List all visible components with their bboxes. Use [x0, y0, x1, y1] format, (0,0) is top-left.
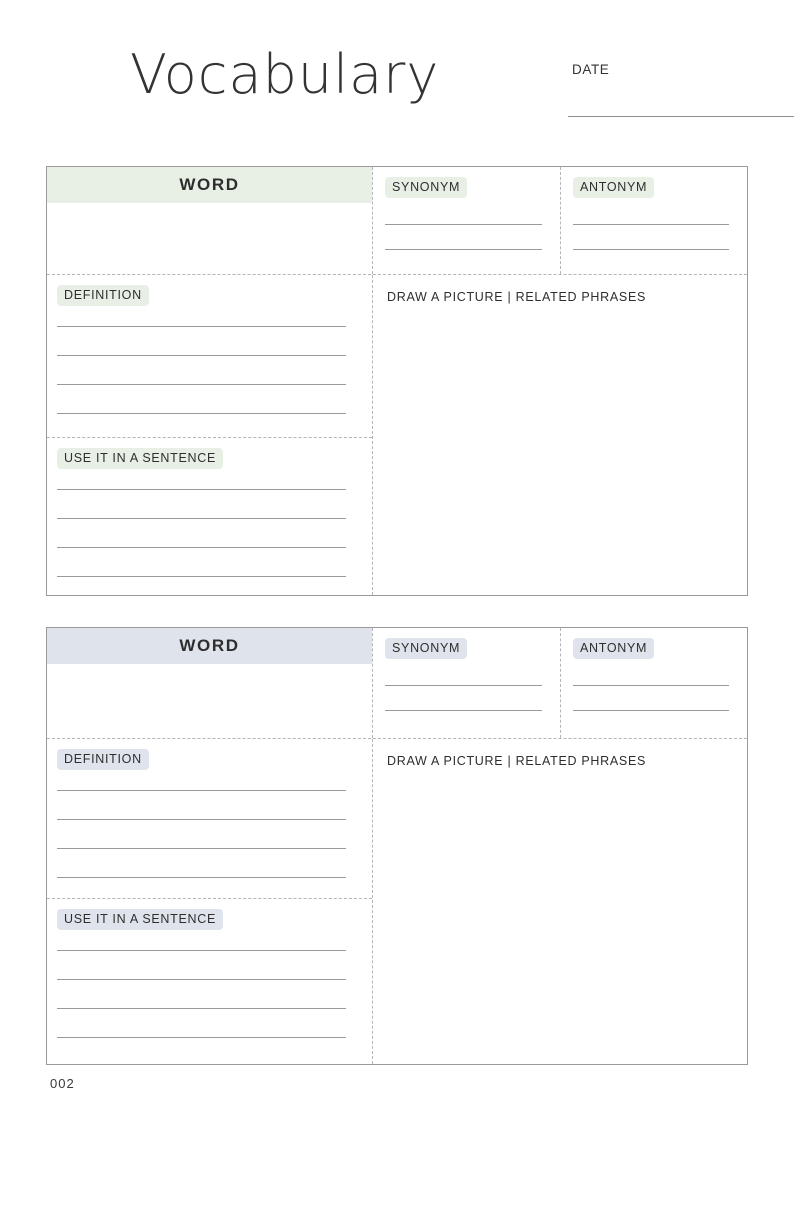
card-2-synonym-label: SYNONYM: [385, 638, 467, 659]
card-1-definition-label: DEFINITION: [57, 285, 149, 306]
card-1-word-header: WORD: [47, 167, 372, 203]
write-line[interactable]: [57, 790, 346, 791]
card-1-antonym-lines[interactable]: [573, 224, 747, 250]
card-2-bottom-row: [47, 739, 747, 1064]
write-line[interactable]: [57, 355, 346, 356]
card-2-word-input-area[interactable]: [47, 664, 372, 734]
write-line[interactable]: [385, 710, 542, 711]
card-1-top-row: [47, 167, 747, 275]
write-line[interactable]: [57, 950, 346, 951]
write-line[interactable]: [57, 877, 346, 878]
card-2-sentence-block: [47, 899, 372, 1224]
write-line[interactable]: [573, 685, 729, 686]
card-1-draw-label: DRAW A PICTURE | RELATED PHRASES: [387, 290, 647, 304]
card-1-definition-block: [47, 275, 372, 438]
card-2-antonym-lines[interactable]: [573, 685, 747, 711]
write-line[interactable]: [57, 326, 346, 327]
write-line[interactable]: [57, 489, 346, 490]
card-2-sentence-label: USE IT IN A SENTENCE: [57, 909, 223, 930]
card-2-sentence-lines[interactable]: [57, 950, 346, 1038]
card-1-sentence-lines[interactable]: [57, 489, 346, 577]
write-line[interactable]: [57, 547, 346, 548]
card-1-sentence-label: USE IT IN A SENTENCE: [57, 448, 223, 469]
write-line[interactable]: [385, 224, 542, 225]
write-line[interactable]: [385, 685, 542, 686]
write-line[interactable]: [57, 1037, 346, 1038]
card-2-definition-label: DEFINITION: [57, 749, 149, 770]
page-header: [46, 43, 748, 142]
write-line[interactable]: [57, 848, 346, 849]
vocabulary-card-2: [46, 627, 748, 1065]
write-line[interactable]: [57, 819, 346, 820]
card-2-definition-lines[interactable]: [57, 790, 346, 878]
card-2-word-column: [47, 628, 373, 738]
write-line[interactable]: [57, 518, 346, 519]
vocabulary-card-1: [46, 166, 748, 596]
write-line[interactable]: [57, 1008, 346, 1009]
card-1-definition-lines[interactable]: [57, 326, 346, 414]
write-line[interactable]: [573, 224, 729, 225]
card-2-left-pane: [47, 739, 373, 1064]
card-2-draw-pane[interactable]: [373, 739, 747, 1064]
card-2-synonym-column: [373, 628, 561, 738]
card-2-antonym-label: ANTONYM: [573, 638, 654, 659]
card-1-synonym-lines[interactable]: [385, 224, 560, 250]
card-1-synonym-column: [373, 167, 561, 274]
card-2-top-row: [47, 628, 747, 739]
write-line[interactable]: [57, 413, 346, 414]
card-1-bottom-row: [47, 275, 747, 595]
card-2-draw-label: DRAW A PICTURE | RELATED PHRASES: [387, 754, 647, 768]
card-2-synonym-lines[interactable]: [385, 685, 560, 711]
write-line[interactable]: [573, 710, 729, 711]
card-1-synonym-label: SYNONYM: [385, 177, 467, 198]
card-2-antonym-column: [561, 628, 747, 738]
card-1-antonym-label: ANTONYM: [573, 177, 654, 198]
card-2-word-header: WORD: [47, 628, 372, 664]
date-label: DATE: [572, 62, 610, 77]
card-1-draw-pane[interactable]: [373, 275, 747, 595]
card-1-left-pane: [47, 275, 373, 595]
write-line[interactable]: [385, 249, 542, 250]
page-number: 002: [50, 1076, 75, 1091]
card-1-word-input-area[interactable]: [47, 203, 372, 273]
date-input-line[interactable]: [568, 116, 794, 117]
write-line[interactable]: [57, 384, 346, 385]
card-1-antonym-column: [561, 167, 747, 274]
page-title: Vocabulary: [130, 43, 440, 106]
card-1-word-column: [47, 167, 373, 274]
write-line[interactable]: [573, 249, 729, 250]
write-line[interactable]: [57, 979, 346, 980]
write-line[interactable]: [57, 576, 346, 577]
card-2-definition-block: [47, 739, 372, 899]
